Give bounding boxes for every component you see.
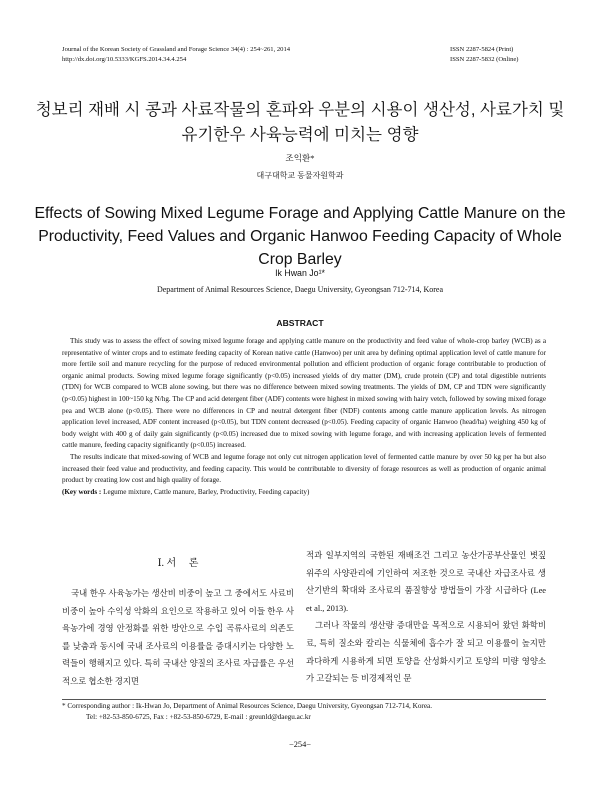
keywords-label: (Key words : (62, 487, 102, 496)
intro-paragraph-2: 그러나 작물의 생산량 증대만을 목적으로 시용되어 왔던 화학비료, 특히 질소와 칼리는 식물체에 흡수가 잘 되고 이용률이 높지만 과다하게 시용하게 되면 토양을 산성화시키고 토양의 미량 영양소가 고갈되는 등 비경제적인 문 (306, 621, 546, 684)
english-author: Ik Hwan Jo¹* (275, 268, 325, 278)
keywords-line (62, 487, 546, 499)
korean-author: 조익환* (285, 153, 315, 163)
korean-title-line2: 유기한우 사육능력에 미치는 영향 (181, 126, 419, 144)
journal-citation: Journal of the Korean Society of Grassland and Forage Science 34(4) : 254~261, 2014 (62, 46, 291, 53)
abstract-paragraph-2: The results indicate that mixed-sowing of WCB and legume forage not only cut nitrogen application level of fermented cattle manure by over 50 kg per ha but also increased their feed value and productivity, and feeding capacity. This would be contributable to diversity of forage resources as well as production of organic animal product by creating low cost and high quality of forage. (62, 452, 546, 485)
english-title-line3: Crop Barley (258, 251, 342, 268)
doi-link[interactable]: http://dx.doi.org/10.5333/KGFS.2014.34.4.254 (62, 56, 187, 63)
issn-print: ISSN 2287-5824 (Print) (450, 46, 514, 53)
english-affiliation: Department of Animal Resources Science, Daegu University, Gyeongsan 712-714, Korea (156, 285, 444, 294)
issn-online: ISSN 2287-5832 (Online) (450, 56, 519, 63)
english-title-line2: Productivity, Feed Values and Organic Hanwoo Feeding Capacity of Whole (38, 228, 562, 245)
keywords-list: Legume mixture, Cattle manure, Barley, Productivity, Feeding capacity) (103, 487, 310, 496)
abstract-heading: ABSTRACT (276, 318, 324, 328)
abstract-body (62, 336, 546, 498)
section-heading-introduction: Ⅰ. 서 론 (157, 558, 199, 569)
intro-paragraph-continued: 적과 일부지역의 국한된 재배조건 그리고 농산가공부산물인 볏짚 위주의 사양관리에 기인하여 저조한 것으로 국내산 자급조사료 생산기반의 확대와 조사료의 품질향상 방법들이 가장 시급하다 (Lee et al., 2013). (306, 551, 546, 613)
footnote-corresponding-author: * Corresponding author : Ik-Hwan Jo, Department of Animal Resources Science, Daegu University, Gyeongsan 712-714, Korea. (62, 702, 432, 710)
intro-paragraph-1: 국내 한우 사육농가는 생산비 비중이 높고 그 중에서도 사료비 비중이 높아 수익성 악화의 요인으로 작용하고 있어 이들 한우 사육농가에 경영 안정화를 위한 방안으로 수입 곡류사료의 의존도를 낮춤과 동시에 국내 조사료의 이용률을 증대시키는 다양한 노력들이 행해지고 있다. 특히 국내산 양질의 조사료 자급률은 우선적으로 협소한 경지면 (62, 589, 294, 686)
english-title-line1: Effects of Sowing Mixed Legume Forage and Applying Cattle Manure on the (34, 205, 566, 222)
page-number: −254− (288, 740, 311, 749)
korean-affiliation: 대구대학교 동물자원학과 (256, 171, 344, 180)
korean-title-line1: 청보리 재배 시 콩과 사료작물의 혼파와 우분의 시용이 생산성, 사료가치 및 (35, 101, 565, 119)
body-left-column (62, 585, 294, 691)
footnote-contact: Tel: +82-53-850-6725, Fax : +82-53-850-6729, E-mail : greunld@daegu.ac.kr (86, 713, 311, 721)
footnote-divider (62, 699, 546, 700)
abstract-paragraph-1: This study was to assess the effect of sowing mixed legume forage and applying cattle manure on the productivity and feed value of whole-crop barley (WCB) as a representative of winter crops and to estimate feeding capacity of Korean native cattle (Hanwoo) per unit area by defining optimal application level of cattle manure for more fertile soil and manure recycling for the purpose of reduced environmental pollution and efficient production of organic forage contributable to production of organic animal products. Sowing mixed legume forage significantly (p<0.05) increased yields of dry matter (DM), crude protein (CP) and total digestible nutrients (TDN) for WCB compared to WCB alone sowing, but there was no difference between mixed sowing treatments. The yields of DM, CP and TDN were significantly (p<0.05) highest in 100~150 kg N/hg. The CP and acid detergent fiber (ADF) contents were highest in mixed sowing with hairy vetch, followed by sowing mixed forage pea and WCB alone (p<0.05). There were no differences in CP and neutral detergent fiber (NDF) contents among cattle manure application levels. As nitrogen application level increased, ADF content increased (p<0.05), but TDN content decreased (p<0.05). Feeding capacity of organic Hanwoo (head/ha) weighing 450 kg of body weight with 400 g of daily gain significantly (p<0.05) increased due to mixed sowing with legume forage, and with increasing application levels of fermented cattle manure, feeding capacity significantly (p<0.05) increased. (62, 337, 546, 450)
body-right-column (306, 547, 546, 688)
